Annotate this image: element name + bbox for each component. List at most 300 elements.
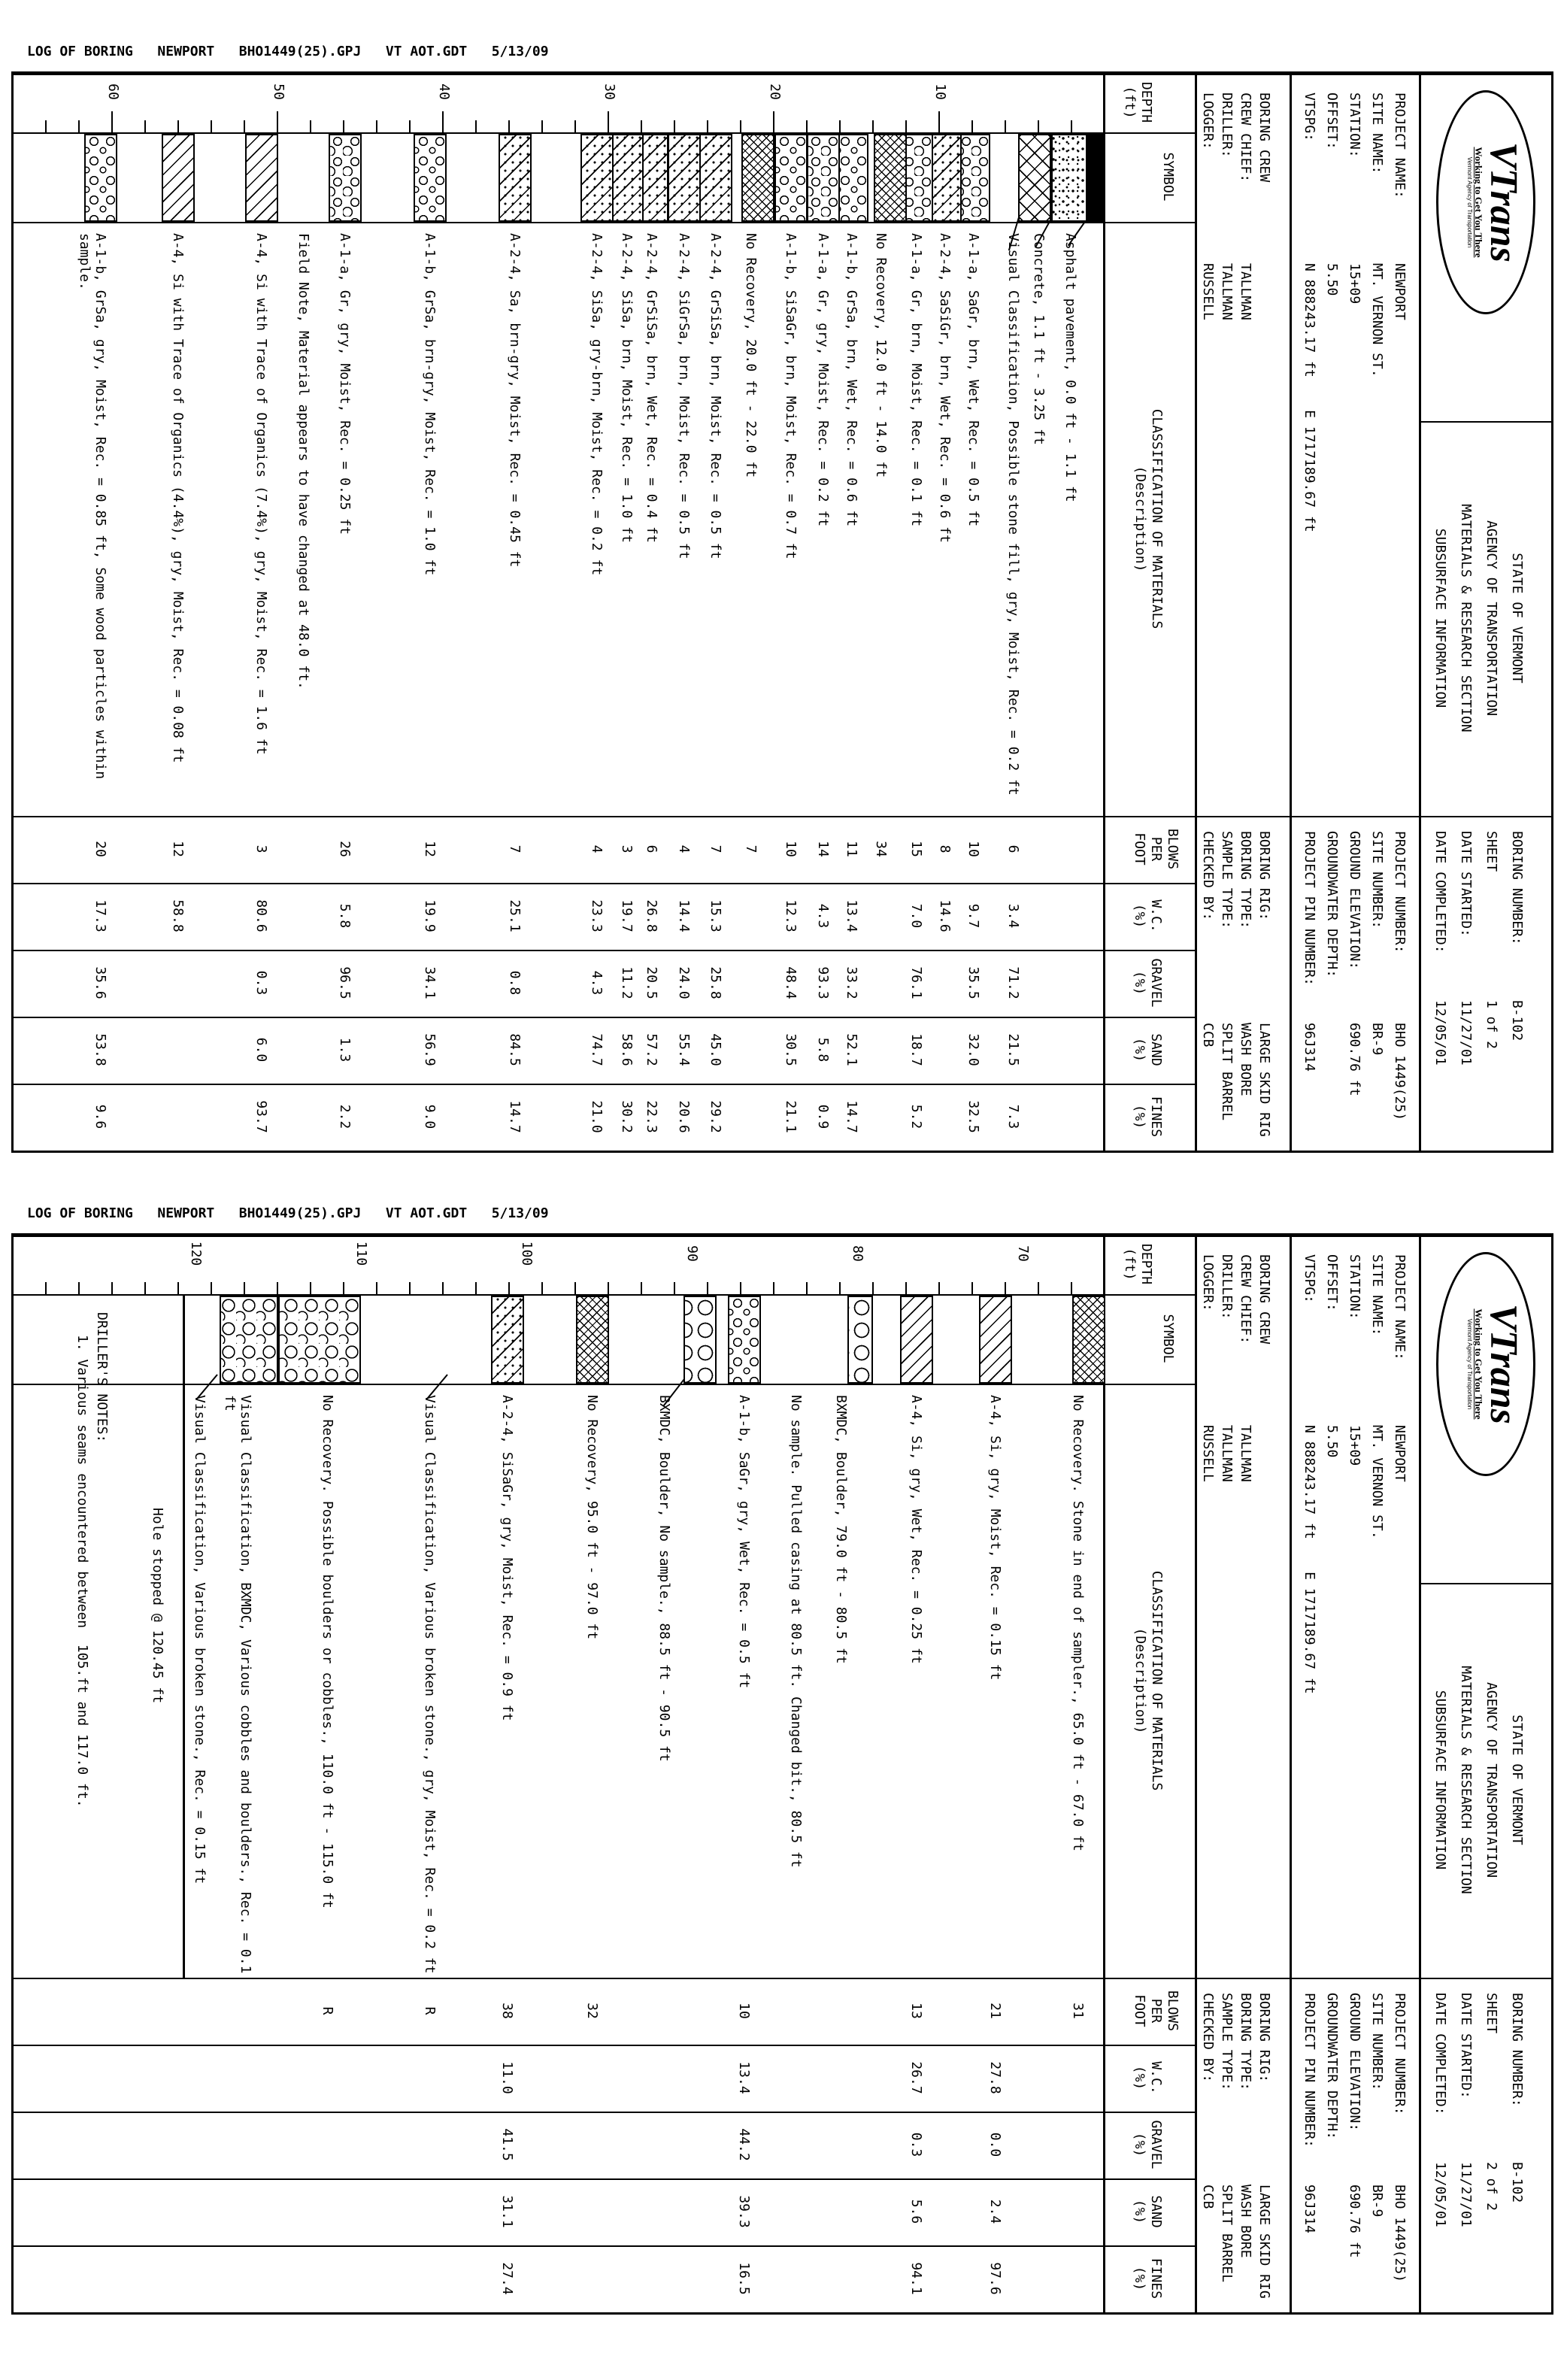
col-classification: CLASSIFICATION OF MATERIALS <box>1149 1570 1165 1791</box>
col-sand: (%) <box>1132 2199 1147 2224</box>
gravel-value: 76.1 <box>908 966 924 999</box>
rig-field-value: LARGE SKID RIG <box>1256 2184 1272 2299</box>
agency-line: AGENCY OF TRANSPORTATION <box>1484 520 1499 717</box>
project-field-label: SITE NAME: <box>1369 1254 1385 1336</box>
drillers-note: DRILLER'S NOTES: <box>94 1312 110 1443</box>
blows-value: 12 <box>422 841 438 857</box>
vtrans-subtext: Vermont Agency of Transportation <box>1466 1318 1473 1410</box>
sand-value: 21.5 <box>1005 1033 1021 1066</box>
depth-tick <box>343 120 344 132</box>
sand-value: 84.5 <box>507 1033 523 1066</box>
boring-info-label: BORING NUMBER: <box>1509 1993 1525 2107</box>
fines-value: 0.9 <box>815 1104 831 1129</box>
project-field-label: VTSPG: <box>1302 92 1317 142</box>
col-symbol: SYMBOL <box>1160 152 1176 202</box>
crew-field-value: TALLMAN <box>1238 1425 1253 1482</box>
symbol-swatch-norec <box>576 1296 609 1384</box>
symbol-swatch-norec <box>741 134 774 222</box>
col-blows: FOOT <box>1132 1994 1147 2027</box>
wc-value: 12.3 <box>783 899 799 932</box>
symbol-swatch-silt <box>162 134 195 222</box>
col-gravel: (%) <box>1132 2132 1147 2157</box>
gravel-value: 0.3 <box>253 970 269 996</box>
symbol-swatch-gravel <box>329 134 362 222</box>
fines-value: 27.4 <box>499 2262 515 2295</box>
vtrans-tagline: Working to Get You There <box>1473 1308 1484 1420</box>
row-description: A-1-b, GrSa, brn-gry, Moist, Rec. = 1.0 ft <box>422 233 438 576</box>
project-field-label: OFFSET: <box>1324 92 1340 150</box>
depth-tick <box>938 111 940 132</box>
symbol-swatch-gravelsand <box>774 134 808 222</box>
crew-field-label: DRILLER: <box>1219 92 1235 158</box>
symbol-swatch-siltysand <box>668 134 701 222</box>
col-sand: SAND <box>1148 1033 1164 1066</box>
col-fines: (%) <box>1132 2266 1147 2291</box>
vtrans-brand: VTrans <box>1482 142 1525 262</box>
band-line-1 <box>1290 71 1293 1151</box>
rig-field-value: SPLIT BARREL <box>1219 1023 1235 1121</box>
depth-tick <box>740 1282 741 1294</box>
col-symbol: SYMBOL <box>1160 1314 1176 1363</box>
band-line-3 <box>1104 71 1106 1151</box>
depth-label: 10 <box>932 83 948 100</box>
gravel-value: 34.1 <box>422 966 438 999</box>
row-description: A-2-4, SiSa, brn, Moist, Rec. = 1.0 ft <box>619 233 635 543</box>
depth-tick <box>707 120 708 132</box>
vtrans-brand: VTrans <box>1482 1304 1525 1424</box>
col-depth: DEPTH <box>1138 81 1154 123</box>
wc-value: 26.8 <box>644 899 659 932</box>
fines-value: 93.7 <box>253 1100 269 1133</box>
gravel-value: 0.8 <box>507 970 523 996</box>
blows-value: 7 <box>743 844 759 853</box>
fines-value: 29.2 <box>708 1100 723 1133</box>
depth-tick <box>277 1282 278 1294</box>
boring-info-value: B-102 <box>1509 2162 1525 2203</box>
depth-tick <box>806 1282 808 1294</box>
gravel-value: 71.2 <box>1005 966 1021 999</box>
depth-tick <box>541 120 543 132</box>
depth-tick <box>144 120 146 132</box>
row-description: A-2-4, SiSa, gry-brn, Moist, Rec. = 0.2 ft <box>589 233 605 576</box>
band-line-1 <box>1290 1233 1293 2312</box>
sand-value: 31.1 <box>499 2195 515 2228</box>
boring-info-value: 12/05/01 <box>1432 2162 1448 2227</box>
col-line-6 <box>14 2245 1197 2247</box>
sand-value: 6.0 <box>253 1037 269 1063</box>
blows-value: 7 <box>708 844 723 853</box>
gravel-value: 11.2 <box>619 966 635 999</box>
depth-label: 50 <box>271 83 286 100</box>
project-field-label: GROUND ELEVATION: <box>1347 1993 1362 2132</box>
bandA-sep-1 <box>1421 1583 1553 1584</box>
vtrans-logo <box>1436 90 1535 314</box>
row-description: A-2-4, GrSiSa, brn, Wet, Rec. = 0.4 ft <box>644 233 659 543</box>
row-description: No Recovery, 12.0 ft - 14.0 ft <box>873 233 889 478</box>
log-sheet-1 <box>0 0 1567 1172</box>
boring-info-label: DATE COMPLETED: <box>1432 831 1448 954</box>
blows-value: 8 <box>937 844 953 853</box>
symbol-swatch-siltysand <box>611 134 644 222</box>
project-field-label: SITE NUMBER: <box>1369 831 1385 929</box>
sand-value: 5.6 <box>908 2199 924 2224</box>
depth-tick <box>740 120 741 132</box>
blows-value: 15 <box>908 841 924 857</box>
blows-value: 10 <box>783 841 799 857</box>
log-sheet-2 <box>0 1162 1567 2333</box>
row-description: A-2-4, SiGrSa, brn, Moist, Rec. = 0.5 ft <box>676 233 692 559</box>
row-description: A-1-b, SiSaGr, brn, Moist, Rec. = 0.7 ft <box>783 233 799 559</box>
depth-tick <box>1071 120 1072 132</box>
depth-tick <box>773 111 774 132</box>
wc-value: 7.0 <box>908 903 924 929</box>
depth-tick <box>541 1282 543 1294</box>
project-field-value: 5.50 <box>1324 263 1340 296</box>
depth-label: 70 <box>1015 1245 1031 1262</box>
row-description: A-1-b, GrSa, gry, Moist, Rec. = 0.85 ft, Some wood particles within sample. <box>77 233 108 780</box>
row-description: A-1-b, GrSa, brn, Wet, Rec. = 0.6 ft <box>844 233 859 527</box>
blows-value: 32 <box>584 2003 600 2019</box>
depth-tick <box>475 1282 477 1294</box>
crew-field-value: RUSSELL <box>1200 1425 1216 1482</box>
row-description: No Recovery, 95.0 ft - 97.0 ft <box>584 1395 600 1640</box>
agency-line: STATE OF VERMONT <box>1509 1715 1525 1845</box>
sand-value: 45.0 <box>708 1033 723 1066</box>
blows-value: 21 <box>987 2003 1003 2019</box>
fines-value: 5.2 <box>908 1104 924 1129</box>
depth-tick <box>508 120 510 132</box>
crew-field-label: CREW CHIEF: <box>1238 92 1253 183</box>
symbol-swatch-boulder <box>683 1296 717 1384</box>
wc-value: 26.7 <box>908 2061 924 2094</box>
depth-tick <box>1005 120 1006 132</box>
depth-label: 110 <box>353 1241 369 1266</box>
frame-bottom <box>11 1233 14 2315</box>
agency-line: MATERIALS & RESEARCH SECTION <box>1458 1666 1474 1894</box>
gravel-value: 33.2 <box>844 966 859 999</box>
boring-info-label: DATE COMPLETED: <box>1432 1993 1448 2115</box>
col-blows: PER <box>1148 1998 1164 2024</box>
fines-value: 14.7 <box>844 1100 859 1133</box>
depth-tick <box>442 111 444 132</box>
project-field-value: MT. VERNON ST. <box>1369 1425 1385 1539</box>
symbol-swatch-siltysand <box>699 134 732 222</box>
symbol-swatch-gravel <box>807 134 840 222</box>
fines-value: 9.0 <box>422 1104 438 1129</box>
depth-tick <box>608 111 609 132</box>
symbol-swatch-gravelsand <box>414 134 447 222</box>
row-description: A-4, Si, gry, Wet, Rec. = 0.25 ft <box>908 1395 924 1664</box>
depth-tick <box>442 1282 444 1294</box>
depth-tick <box>971 1282 973 1294</box>
depth-tick <box>574 120 576 132</box>
band-line-2 <box>1196 71 1198 1151</box>
symbol-swatch-siltysand <box>499 134 532 222</box>
symbol-swatch-rubble <box>278 1296 361 1384</box>
blows-value: 3 <box>253 844 269 853</box>
row-description: Concrete, 1.1 ft - 3.25 ft <box>1031 233 1047 445</box>
crew-field-value: TALLMAN <box>1238 263 1253 320</box>
depth-tick <box>905 120 907 132</box>
blows-value: 6 <box>1005 844 1021 853</box>
depth-tick <box>277 111 278 132</box>
depth-label: 120 <box>188 1241 204 1266</box>
project-field-value: NEWPORT <box>1392 1425 1408 1482</box>
boring-info-label: DATE STARTED: <box>1458 831 1474 937</box>
col-wc: W.C. <box>1148 899 1164 932</box>
boring-info-value: 11/27/01 <box>1458 1000 1474 1066</box>
sand-value: 5.8 <box>815 1037 831 1063</box>
symbol-swatch-gravelsand <box>728 1296 761 1384</box>
gravel-value: 41.5 <box>499 2128 515 2161</box>
wc-value: 25.1 <box>507 899 523 932</box>
depth-tick <box>574 1282 576 1294</box>
col-line-2 <box>14 816 1197 817</box>
depth-tick <box>475 120 477 132</box>
fines-value: 14.7 <box>507 1100 523 1133</box>
project-field-value: N 888243.17 ft E 1717189.67 ft <box>1302 1425 1317 1694</box>
blows-value: 4 <box>589 844 605 853</box>
col-line-3 <box>14 883 1197 884</box>
frame-bottom <box>11 71 14 1153</box>
wc-value: 3.4 <box>1005 903 1021 929</box>
depth-tick <box>872 1282 874 1294</box>
project-field-label: VTSPG: <box>1302 1254 1317 1304</box>
agency-line: MATERIALS & RESEARCH SECTION <box>1458 504 1474 732</box>
blows-value: R <box>320 2006 335 2015</box>
blows-value: 10 <box>736 2003 752 2019</box>
project-field-value: BR-9 <box>1369 1023 1385 1056</box>
project-field-label: PROJECT NAME: <box>1392 1254 1408 1360</box>
depth-tick <box>1038 120 1039 132</box>
blows-value: 34 <box>873 841 889 857</box>
col-line-2 <box>14 1978 1197 1979</box>
depth-tick <box>376 1282 377 1294</box>
file-stamp: LOG OF BORING NEWPORT BHO1449(25).GPJ VT AOT.GDT 5/13/09 <box>27 1205 549 1221</box>
blows-value: 4 <box>676 844 692 853</box>
blows-value: 13 <box>908 2003 924 2019</box>
project-field-label: GROUNDWATER DEPTH: <box>1324 831 1340 978</box>
symbol-swatch-gravelsand <box>835 134 868 222</box>
row-description: A-4, Si with Trace of Organics (7.4%), gry, Moist, Rec. = 1.6 ft <box>253 233 269 755</box>
gravel-value: 44.2 <box>736 2128 752 2161</box>
depth-tick <box>1005 1282 1006 1294</box>
depth-tick <box>45 1282 47 1294</box>
boring-info-value: 12/05/01 <box>1432 1000 1448 1066</box>
wc-value: 19.9 <box>422 899 438 932</box>
project-field-value: 15+09 <box>1347 1425 1362 1466</box>
crew-field-label: DRILLER: <box>1219 1254 1235 1320</box>
depth-tick <box>211 120 212 132</box>
sand-value: 39.3 <box>736 2195 752 2228</box>
row-description: A-2-4, SiSaGr, gry, Moist, Rec. = 0.9 ft <box>499 1395 515 1721</box>
rig-field-label: BORING RIG: <box>1256 831 1272 921</box>
gravel-value: 93.3 <box>815 966 831 999</box>
row-description: Visual Classification, Various broken stone., Rec. = 0.15 ft <box>192 1395 208 1884</box>
bandBC-sep <box>1197 1978 1421 1979</box>
depth-label: 80 <box>850 1245 865 1262</box>
symbol-swatch-gravelsand <box>84 134 117 222</box>
symbol-swatch-siltysand <box>491 1296 524 1384</box>
col-fines: FINES <box>1148 1096 1164 1138</box>
col-line-3 <box>14 2045 1197 2046</box>
symbol-swatch-boulder <box>847 1296 873 1384</box>
depth-tick <box>310 120 311 132</box>
wc-value: 13.4 <box>844 899 859 932</box>
vtrans-logo <box>1436 1252 1535 1476</box>
col-line-1 <box>14 1384 1197 1385</box>
symbol-swatch-gravel <box>957 134 990 222</box>
crew-field-value: TALLMAN <box>1219 1425 1235 1482</box>
blows-value: 31 <box>1070 2003 1086 2019</box>
symbol-swatch-silt <box>245 134 278 222</box>
depth-tick <box>1104 1282 1105 1294</box>
wc-value: 9.7 <box>965 903 981 929</box>
col-gravel: (%) <box>1132 970 1147 996</box>
depth-label: 40 <box>436 83 452 100</box>
depth-tick <box>608 1282 609 1294</box>
depth-tick <box>905 1282 907 1294</box>
col-line-5 <box>14 1017 1197 1018</box>
crew-field-label: LOGGER: <box>1200 92 1216 150</box>
fines-value: 21.1 <box>783 1100 799 1133</box>
boring-info-value: B-102 <box>1509 1000 1525 1041</box>
depth-tick <box>244 1282 245 1294</box>
depth-tick <box>343 1282 344 1294</box>
project-field-value: BHO 1449(25) <box>1392 2184 1408 2283</box>
hole-stop-note: Hole stopped @ 120.45 ft <box>150 1508 165 1704</box>
sand-value: 74.7 <box>589 1033 605 1066</box>
project-field-label: PROJECT PIN NUMBER: <box>1302 1993 1317 2148</box>
fines-value: 30.2 <box>619 1100 635 1133</box>
col-classification: CLASSIFICATION OF MATERIALS <box>1149 408 1165 629</box>
frame-left-thick <box>12 1233 1553 1237</box>
row-description: A-1-a, Gr, brn, Moist, Rec. = 0.1 ft <box>908 233 924 527</box>
col-line-4 <box>14 2112 1197 2113</box>
row-description: A-1-a, Gr, gry, Moist, Rec. = 0.2 ft <box>815 233 831 527</box>
drillers-note: 1. Various seams encountered between 105.ft and 117.0 ft. <box>74 1335 90 1808</box>
col-sand: SAND <box>1148 2195 1164 2228</box>
fines-value: 32.5 <box>965 1100 981 1133</box>
depth-tick <box>971 120 973 132</box>
symbol-swatch-asphalt <box>1087 134 1105 222</box>
col-blows: PER <box>1148 836 1164 862</box>
bandA-sep-2 <box>1421 816 1553 817</box>
depth-tick <box>641 120 642 132</box>
gravel-value: 48.4 <box>783 966 799 999</box>
symbol-swatch-concrete <box>1051 134 1087 222</box>
sand-value: 18.7 <box>908 1033 924 1066</box>
crew-field-label: LOGGER: <box>1200 1254 1216 1311</box>
col-line-6 <box>14 1084 1197 1085</box>
depth-tick <box>111 1282 113 1294</box>
sand-value: 53.8 <box>92 1033 108 1066</box>
row-description: No Recovery. Possible boulders or cobbles., 110.0 ft - 115.0 ft <box>320 1395 335 1909</box>
project-field-value: BHO 1449(25) <box>1392 1023 1408 1121</box>
depth-tick <box>872 120 874 132</box>
depth-tick <box>111 111 113 132</box>
rig-field-label: BORING TYPE: <box>1238 1993 1253 2091</box>
bandBC-sep <box>1197 816 1421 817</box>
rig-field-label: CHECKED BY: <box>1200 1993 1216 2083</box>
depth-tick <box>773 1282 774 1294</box>
vtrans-tagline: Working to Get You There <box>1473 147 1484 258</box>
row-description: Visual Classification, Various broken stone., gry, Moist, Rec. = 0.2 ft <box>422 1395 438 1974</box>
agency-line: SUBSURFACE INFORMATION <box>1432 528 1448 708</box>
rig-field-value: CCB <box>1200 1023 1216 1048</box>
frame-right <box>12 1151 1553 1153</box>
rig-field-value: LARGE SKID RIG <box>1256 1023 1272 1137</box>
fines-value: 94.1 <box>908 2262 924 2295</box>
wc-value: 19.7 <box>619 899 635 932</box>
wc-value: 58.8 <box>170 899 186 932</box>
blows-value: 38 <box>499 2003 515 2019</box>
depth-tick <box>409 120 411 132</box>
gravel-value: 35.5 <box>965 966 981 999</box>
project-field-value: N 888243.17 ft E 1717189.67 ft <box>1302 263 1317 532</box>
depth-tick <box>376 120 377 132</box>
sand-value: 30.5 <box>783 1033 799 1066</box>
project-field-value: 690.76 ft <box>1347 1023 1362 1096</box>
project-field-label: GROUND ELEVATION: <box>1347 831 1362 970</box>
crew-field-value: RUSSELL <box>1200 263 1216 320</box>
depth-label: 90 <box>684 1245 700 1262</box>
agency-line: STATE OF VERMONT <box>1509 553 1525 684</box>
depth-tick <box>508 1282 510 1294</box>
row-description: A-1-b, SaGr, gry, Wet, Rec. = 0.5 ft <box>736 1395 752 1689</box>
symbol-swatch-siltysand <box>929 134 962 222</box>
row-description: Visual Classification, BXMDC, Various cobbles and boulders., Rec. = 0.1 ft <box>222 1395 253 1974</box>
rig-field-label: SAMPLE TYPE: <box>1219 831 1235 929</box>
depth-tick <box>310 1282 311 1294</box>
project-field-label: PROJECT PIN NUMBER: <box>1302 831 1317 986</box>
crew-field-value: TALLMAN <box>1219 263 1235 320</box>
symbol-swatch-silt <box>979 1296 1012 1384</box>
depth-tick <box>1104 120 1105 132</box>
gravel-value: 96.5 <box>337 966 353 999</box>
row-description: A-2-4, SaSiGr, brn, Wet, Rec. = 0.6 ft <box>937 233 953 543</box>
depth-tick <box>839 1282 841 1294</box>
row-description: BXMDC, Boulder, 79.0 ft - 80.5 ft <box>833 1395 849 1664</box>
blows-value: 11 <box>844 841 859 857</box>
depth-tick <box>177 1282 179 1294</box>
col-gravel: GRAVEL <box>1148 2120 1164 2169</box>
symbol-swatch-silt <box>900 1296 933 1384</box>
blows-value: 10 <box>965 841 981 857</box>
symbol-swatch-siltysand <box>580 134 614 222</box>
bandA-sep-1 <box>1421 421 1553 423</box>
row-description: Visual Classification, Possible stone fill, gry, Moist, Rec. = 0.2 ft <box>1005 233 1021 796</box>
col-fines: (%) <box>1132 1104 1147 1129</box>
agency-line: AGENCY OF TRANSPORTATION <box>1484 1681 1499 1878</box>
wc-value: 80.6 <box>253 899 269 932</box>
col-depth-unit: (ft) <box>1122 86 1138 119</box>
blows-value: 6 <box>644 844 659 853</box>
agency-line: SUBSURFACE INFORMATION <box>1432 1690 1448 1870</box>
project-field-value: 96J314 <box>1302 1023 1317 1072</box>
row-description: Field Note, Material appears to have changed at 48.0 ft. <box>296 233 311 690</box>
sand-value: 32.0 <box>965 1033 981 1066</box>
col-wc: W.C. <box>1148 2061 1164 2094</box>
fines-value: 7.3 <box>1005 1104 1021 1129</box>
band-line-0 <box>1420 1233 1422 2312</box>
band-line-0 <box>1420 71 1422 1151</box>
wc-value: 14.4 <box>676 899 692 932</box>
wc-value: 4.3 <box>815 903 831 929</box>
boring-info-value: 2 of 2 <box>1484 2162 1499 2212</box>
boring-info-label: SHEET <box>1484 831 1499 872</box>
frame-left-thick <box>12 71 1553 75</box>
